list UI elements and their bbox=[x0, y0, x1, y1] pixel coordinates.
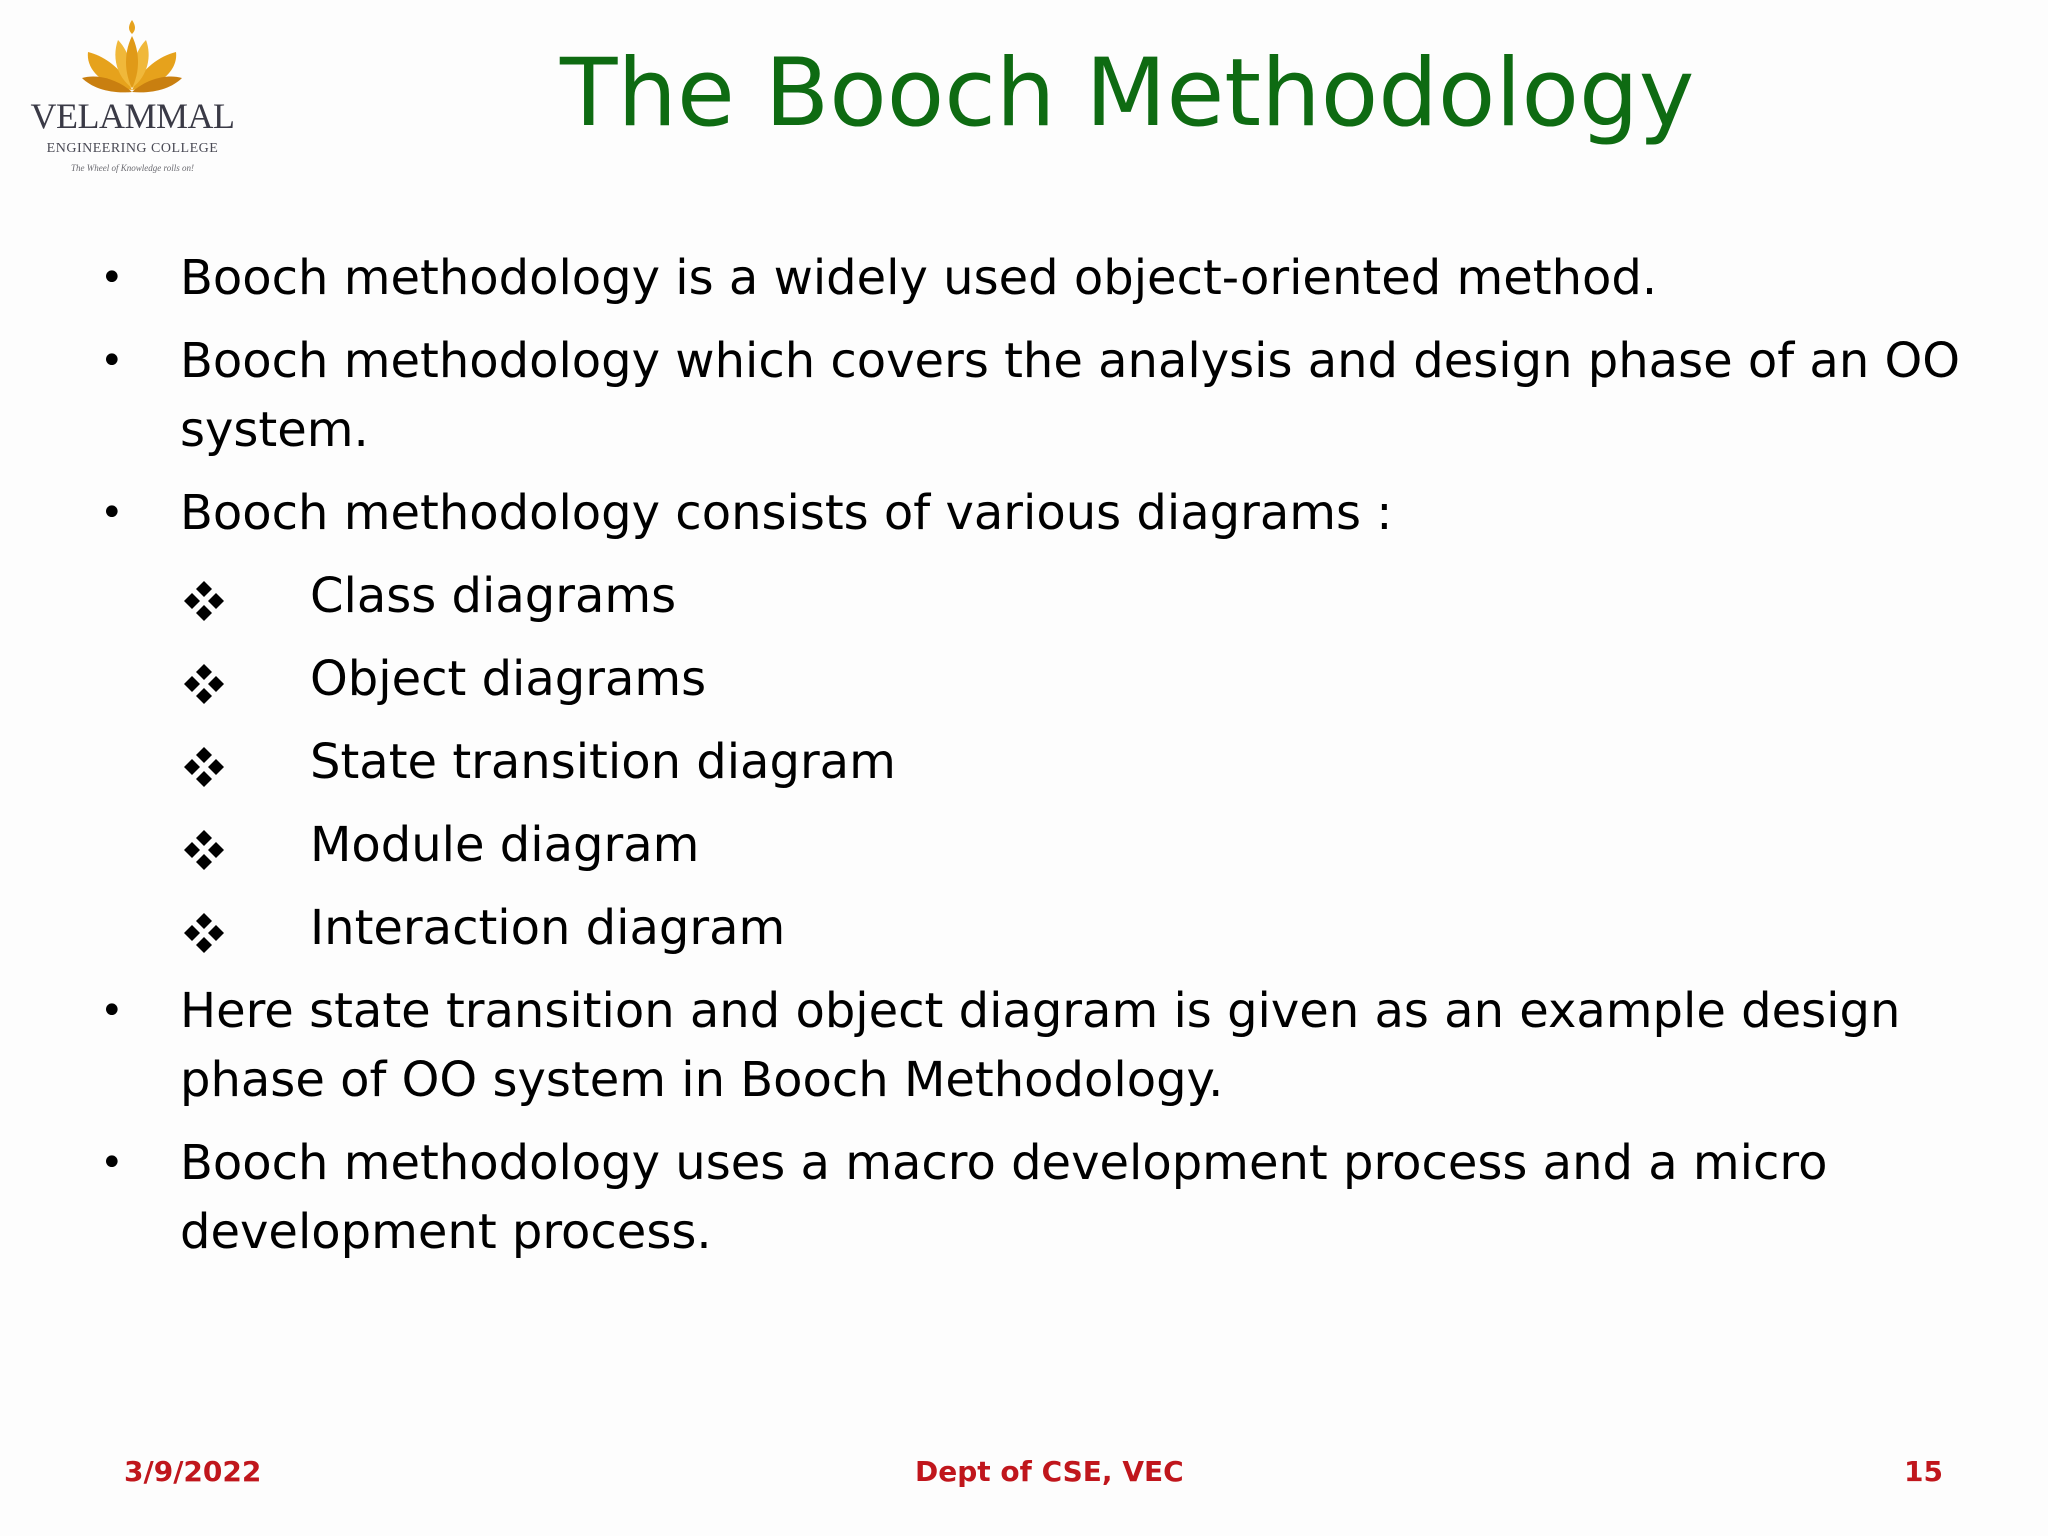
logo-name: VELAMMAL bbox=[30, 96, 235, 136]
sub-bullet-text: Module diagram bbox=[310, 817, 700, 873]
bullet-marker: • bbox=[100, 490, 124, 536]
sub-bullet-item bbox=[100, 894, 1980, 963]
four-diamond-icon bbox=[182, 745, 226, 789]
sub-bullet-item bbox=[100, 645, 1980, 714]
sub-bullet-text: State transition diagram bbox=[310, 734, 896, 790]
four-diamond-icon bbox=[182, 828, 226, 872]
bullet-marker: • bbox=[100, 338, 124, 384]
footer-department: Dept of CSE, VEC bbox=[915, 1455, 1184, 1488]
bullet-item bbox=[100, 977, 1980, 1115]
bullet-marker: • bbox=[100, 1140, 124, 1186]
logo-tagline: The Wheel of Knowledge rolls on! bbox=[71, 163, 194, 173]
bullet-item bbox=[100, 327, 1980, 465]
bullet-item bbox=[100, 479, 1980, 548]
bullet-item bbox=[100, 1129, 1980, 1267]
bullet-text: Booch methodology uses a macro development process and a micro development process. bbox=[180, 1135, 1828, 1260]
four-diamond-icon bbox=[182, 911, 226, 955]
four-diamond-icon bbox=[182, 579, 226, 623]
bullet-marker: • bbox=[100, 255, 124, 301]
bullet-text: Booch methodology which covers the analysis and design phase of an OO system. bbox=[180, 333, 1961, 458]
bullet-item bbox=[100, 244, 1980, 313]
sub-bullet-item bbox=[100, 728, 1980, 797]
sub-bullet-text: Class diagrams bbox=[310, 568, 677, 624]
bullet-marker: • bbox=[100, 988, 124, 1034]
bullet-text: Here state transition and object diagram is given as an example design phase of OO system in Booch Methodology. bbox=[180, 983, 1901, 1108]
lotus-icon bbox=[30, 16, 235, 100]
sub-bullet-item bbox=[100, 811, 1980, 880]
sub-bullet-text: Interaction diagram bbox=[310, 900, 786, 956]
college-logo bbox=[30, 16, 235, 173]
bullet-list bbox=[100, 244, 1980, 1281]
footer-page-number: 15 bbox=[1904, 1455, 1943, 1488]
sub-bullet-item bbox=[100, 562, 1980, 631]
bullet-text: Booch methodology consists of various diagrams : bbox=[180, 485, 1393, 541]
sub-bullet-text: Object diagrams bbox=[310, 651, 707, 707]
logo-subtitle: ENGINEERING COLLEGE bbox=[46, 141, 219, 156]
footer-date: 3/9/2022 bbox=[124, 1455, 262, 1488]
four-diamond-icon bbox=[182, 662, 226, 706]
slide-title: The Booch Methodology bbox=[560, 39, 1695, 148]
bullet-text: Booch methodology is a widely used object-oriented method. bbox=[180, 250, 1658, 306]
